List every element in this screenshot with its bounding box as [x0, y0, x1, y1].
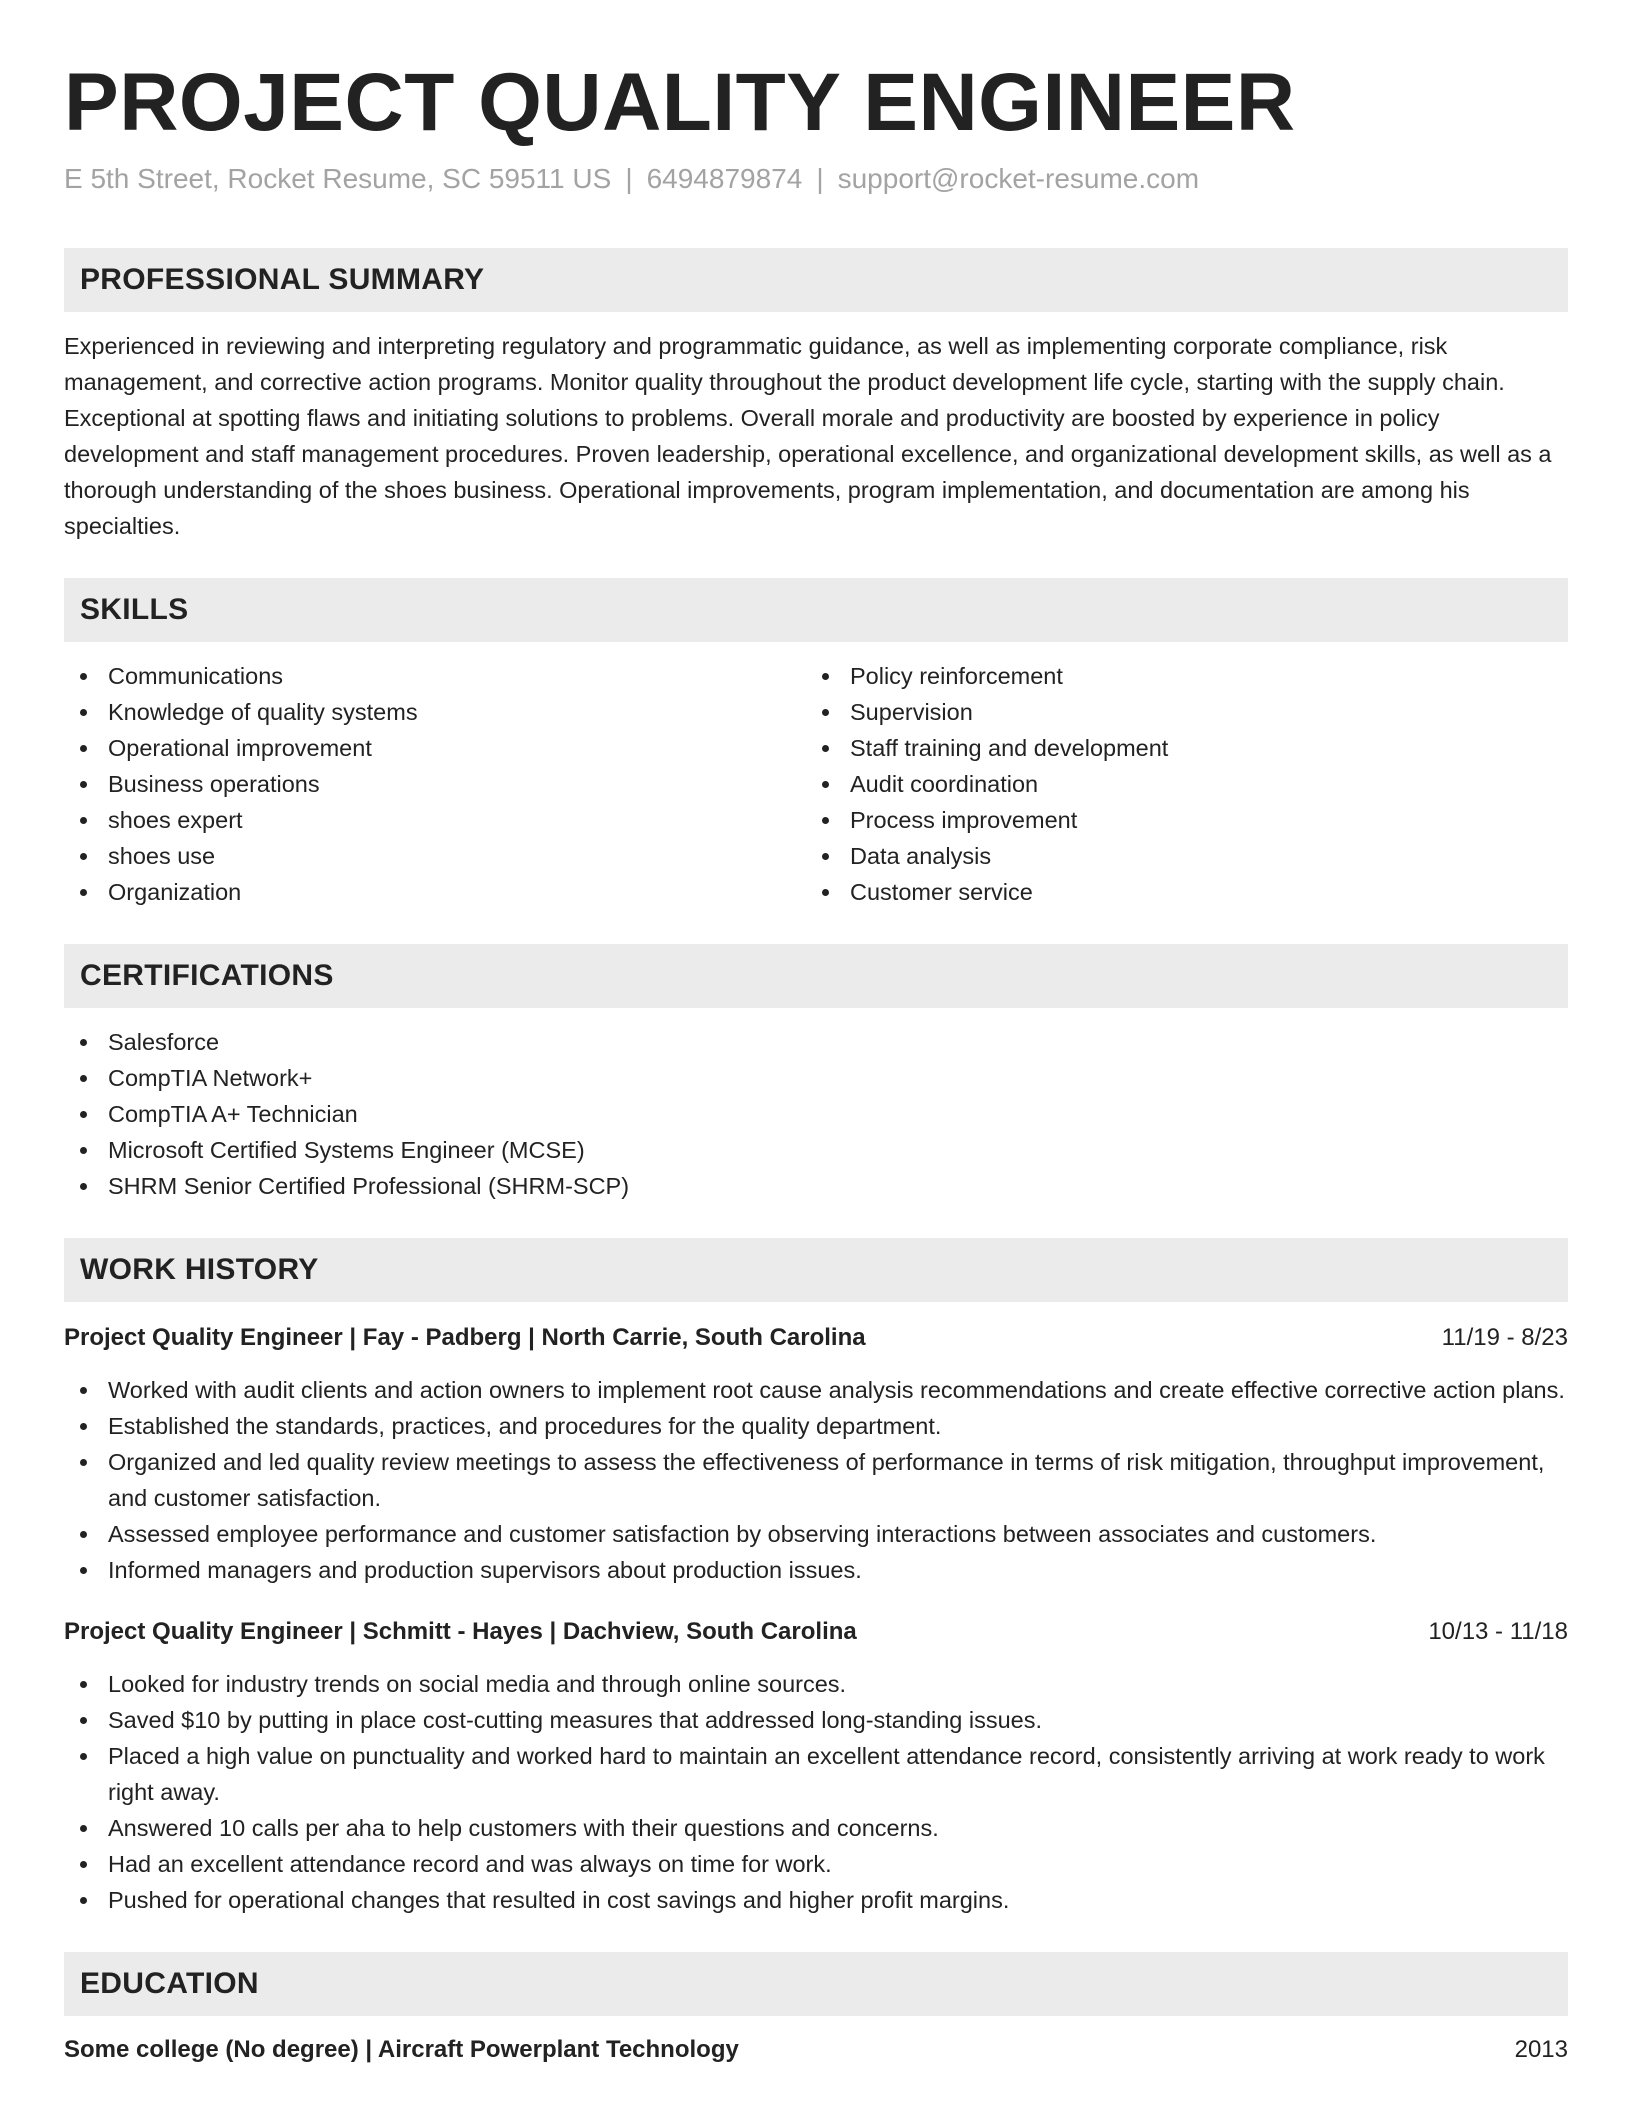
contact-separator: | — [816, 163, 824, 195]
certifications-list — [64, 1024, 1568, 1204]
job-bullet: Saved $10 by putting in place cost-cutting measures that addressed long-standing issues. — [64, 1702, 1568, 1738]
job-dates: 11/19 - 8/23 — [1441, 1323, 1568, 1351]
job-header — [64, 1320, 1568, 1356]
job-bullet: Worked with audit clients and action owners to implement root cause analysis recommendations and create effective corrective action plans. — [64, 1372, 1568, 1408]
education-year: 2013 — [1514, 2035, 1568, 2063]
skill-item: Process improvement — [806, 802, 1548, 838]
job-bullet: Assessed employee performance and customer satisfaction by observing interactions between associates and customers. — [64, 1516, 1568, 1552]
job-bullets — [64, 1372, 1568, 1588]
skill-item: Data analysis — [806, 838, 1548, 874]
job-bullet: Pushed for operational changes that resulted in cost savings and higher profit margins. — [64, 1882, 1568, 1918]
skill-item: Supervision — [806, 694, 1548, 730]
job-bullet: Organized and led quality review meetings to assess the effectiveness of performance in terms of risk mitigation, throughput improvement, and customer satisfaction. — [64, 1444, 1568, 1516]
job-bullet: Looked for industry trends on social media and through online sources. — [64, 1666, 1568, 1702]
job-bullet: Established the standards, practices, and procedures for the quality department. — [64, 1408, 1568, 1444]
section-header-certifications: CERTIFICATIONS — [64, 944, 1568, 1008]
contact-separator: | — [625, 163, 633, 195]
job-bullet: Had an excellent attendance record and was always on time for work. — [64, 1846, 1568, 1882]
job-title: Project Quality Engineer | Fay - Padberg | North Carrie, South Carolina — [64, 1323, 866, 1351]
skill-item: shoes expert — [64, 802, 806, 838]
skill-item: Communications — [64, 658, 806, 694]
certification-item: Salesforce — [64, 1024, 1568, 1060]
section-header-summary: PROFESSIONAL SUMMARY — [64, 248, 1568, 312]
skill-item: Operational improvement — [64, 730, 806, 766]
certification-item: Microsoft Certified Systems Engineer (MCSE) — [64, 1132, 1568, 1168]
contact-phone: 6494879874 — [646, 163, 803, 195]
contact-address: E 5th Street, Rocket Resume, SC 59511 US — [64, 163, 612, 195]
skills-list-right — [806, 658, 1548, 910]
skills-list-left — [64, 658, 806, 910]
job-header — [64, 1614, 1568, 1650]
contact-line — [64, 162, 1568, 196]
skill-item: Policy reinforcement — [806, 658, 1548, 694]
summary-text: Experienced in reviewing and interpreting regulatory and programmatic guidance, as well as implementing corporate compliance, risk management, and corrective action programs. Monitor quality throughout the product development life cycle, starting with the supply chain. Exceptional at spotting flaws and initiating solutions to problems. Overall morale and productivity are boosted by experience in policy development and staff management procedures. Proven leadership, operational excellence, and organizational development skills, as well as a thorough understanding of the shoes business. Operational improvements, program implementation, and documentation are among his specialties. — [64, 332, 1552, 539]
skill-item: Staff training and development — [806, 730, 1548, 766]
section-header-education: EDUCATION — [64, 1952, 1568, 2016]
education-title: Some college (No degree) | Aircraft Powerplant Technology — [64, 2035, 739, 2063]
skill-item: shoes use — [64, 838, 806, 874]
education-entry — [64, 2032, 1568, 2068]
skill-item: Organization — [64, 874, 806, 910]
skill-item: Audit coordination — [806, 766, 1548, 802]
section-header-work-history: WORK HISTORY — [64, 1238, 1568, 1302]
job-title: Project Quality Engineer | Schmitt - Hayes | Dachview, South Carolina — [64, 1617, 857, 1645]
job-bullet: Informed managers and production supervisors about production issues. — [64, 1552, 1568, 1588]
skill-item: Business operations — [64, 766, 806, 802]
contact-email: support@rocket-resume.com — [837, 163, 1200, 195]
certification-item: CompTIA A+ Technician — [64, 1096, 1568, 1132]
skill-item: Knowledge of quality systems — [64, 694, 806, 730]
section-header-skills: SKILLS — [64, 578, 1568, 642]
job-bullet: Placed a high value on punctuality and worked hard to maintain an excellent attendance record, consistently arriving at work ready to work right away. — [64, 1738, 1568, 1810]
job-bullet: Answered 10 calls per aha to help customers with their questions and concerns. — [64, 1810, 1568, 1846]
skill-item: Customer service — [806, 874, 1548, 910]
job-dates: 10/13 - 11/18 — [1428, 1617, 1568, 1645]
resume-title: PROJECT QUALITY ENGINEER — [64, 57, 1296, 148]
job-bullets — [64, 1666, 1568, 1918]
skills-columns — [64, 658, 1568, 910]
certification-item: SHRM Senior Certified Professional (SHRM-SCP) — [64, 1168, 1568, 1204]
certification-item: CompTIA Network+ — [64, 1060, 1568, 1096]
